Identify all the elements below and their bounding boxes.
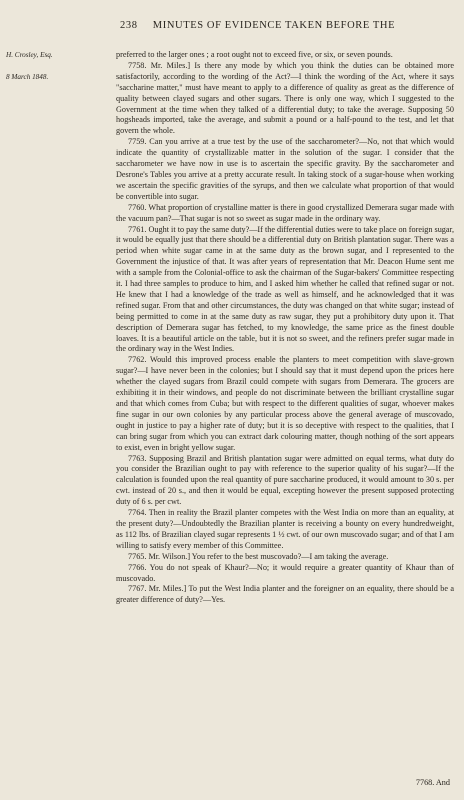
page-number: 238 [120,20,138,31]
paragraph: 7766. You do not speak of Khaur?—No; it would require a greater quantity of Khaur than of muscovado. [116,562,454,583]
margin-witness-name: H. Crosley, Esq. [6,51,53,59]
paragraph: 7763. Supposing Brazil and British plantation sugar were admitted on equal terms, what duty do you consider the Brazilian ought to pay with reference to the superior quality of his sugar?—If the calculation is founded upon the real quantity of pure saccharine produced, it would amount to 30 s. per cwt. instead of 20 s., and then it would be equal, excepting however the present supposed protecting duty of 6 s. per cwt. [116,453,454,507]
paragraph: 7760. What proportion of crystalline matter is there in good crystallized Demerara sugar made with the vacuum pan?—That sugar is not so sweet as sugar made in the ordinary way. [116,202,454,223]
paragraph: 7762. Would this improved process enable the planters to meet competition with slave-grown sugar?—I have never been in the colonies; but I should say that it must depend upon the prices here whether the clayed sugars from Brazil could compete with sugars from Demerara. The grocers are exhibiting it in their windows, and people do not discriminate between the brilliant crystalline sugar and that which comes from Cuba; but with respect to the different qualities of sugar, whoever makes fine sugar in our own colonies by any particular process above the general average of muscovado, ought in justice to pay a higher rate of duty; but it is so deceptive with respect to the qualities, that I can bring sugar from which you can extract dark colouring matter, though nothing of the sort appears to exist, even in bright yellow sugar. [116,355,454,452]
evidence-body [116,50,454,606]
paragraph: preferred to the larger ones ; a root ought not to exceed five, or six, or seven pounds. [116,50,393,59]
paragraph: 7765. Mr. Wilson.] You refer to the best muscovado?—I am taking the average. [128,551,389,561]
paragraph: 7761. Ought it to pay the same duty?—If the differential duties were to take place on foreign sugar, it would be equally just that there should be a differential duty on British plantation sugar. There was a period when white sugar came in at the same duty as the brown sugar, and I represented to the Government the injustice of that. It was after years of representation that Mr. Deacon Hume sent me with a sample from the Colonial-office to ask the chairman of the Sugar-bakers' Committee respecting it. I had three samples to produce to him, and I asked him whether he called that refined sugar or not. He knew that I had a knowledge of the trade as well as himself, and he acknowledged that it was refined sugar. From that and other circumstances, the duty was changed on that white sugar; instead of being permitted to come in at the same duty as raw sugar, they put a prohibitory duty upon it. That description of Demerara sugar has fetched, to my knowledge, the same price as the finest double loaves. It is a beautiful article on the table, but it is not so sweet, and the refiners prefer sugar made in the ordinary way in the West Indies. [116,224,454,354]
paragraph: 7764. Then in reality the Brazil planter competes with the West India on more than an equality, at the present duty?—Undoubtedly the Brazilian planter is receiving a bounty on every hundredweight, as 112 lbs. of Brazilian clayed sugar represents 1 ½ cwt. of our own muscovado sugar; and of that I am willing to satisfy every member of this Committee. [116,508,454,550]
paragraph: 7758. Mr. Miles.] Is there any mode by which you think the duties can be obtained more satisfactorily, according to the wording of the Act?—I think the wording of the Act, where it says "saccharine matter," must have meant to apply to a difference of quality as great as the difference of quality between clayed sugars and other sugars. There is only one way, which I suggested to the Government at the time when they talked of a differential duty; to take the average. Supposing 50 hogsheads imported, take the average, and submit a pound or a half-pound to the test, and let that govern the whole. [116,60,454,136]
running-title: MINUTES OF EVIDENCE TAKEN BEFORE THE [152,20,396,31]
catchword: 7768. And [415,778,450,787]
running-header [120,20,450,31]
margin-date: 8 March 1848. [6,73,49,81]
paragraph: 7767. Mr. Miles.] To put the West India planter and the foreigner on an equality, there should be a greater difference of duty?—Yes. [116,584,454,605]
paragraph: 7759. Can you arrive at a true test by the use of the saccharometer?—No, not that which would indicate the quantity of crystallizable matter in the solution of the sugar. I consider that the saccharometer we have now in use is to ascertain the specific gravity. By the saccharometer and Desrone's Tables you arrive at a pretty accurate result. In taking stock of a sugar-house when working we ascertain the specific gravities of the syrups, and then we calculate what proportion of that would be convertible into sugar. [116,137,454,201]
